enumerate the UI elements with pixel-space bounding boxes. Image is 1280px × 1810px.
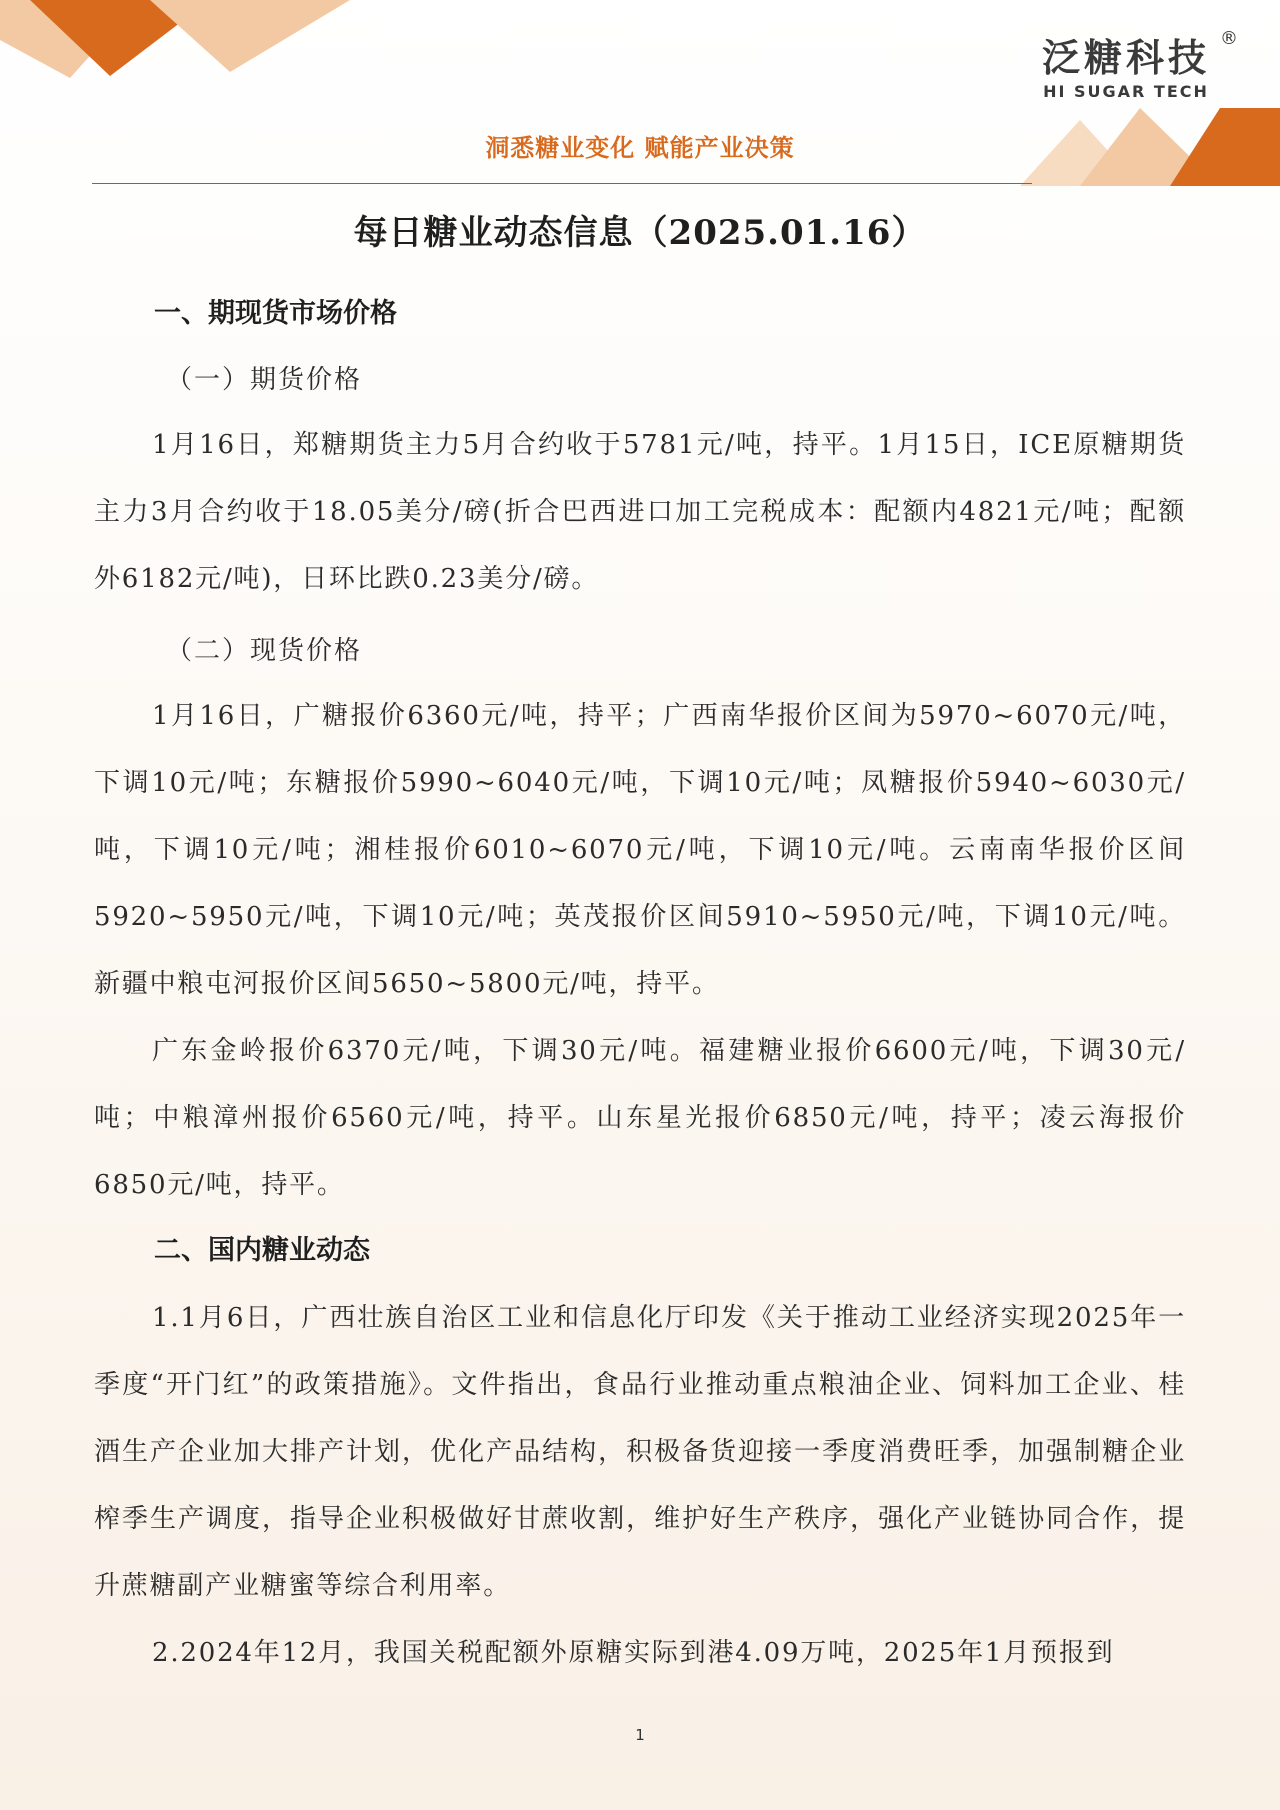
- paragraph-futures: 1月16日，郑糖期货主力5月合约收于5781元/吨，持平。1月15日，ICE原糖期货主力3月合约收于18.05美分/磅(折合巴西进口加工完税成本：配额内4821元/吨；配额外6182元/吨)，日环比跌0.23美分/磅。: [94, 430, 1186, 594]
- paragraph-news-1: 1.1月6日，广西壮族自治区工业和信息化厅印发《关于推动工业经济实现2025年一季度“开门红”的政策措施》。文件指出，食品行业推动重点粮油企业、饲料加工企业、桂酒生产企业加大排产计划，优化产品结构，积极备货迎接一季度消费旺季，加强制糖企业榨季生产调度，指导企业积极做好甘蔗收割，维护好生产秩序，强化产业链协同合作，提升蔗糖副产业糖蜜等综合利用率。: [94, 1303, 1186, 1601]
- page-number: 1: [635, 1726, 645, 1744]
- brand-name-cn: 泛糖科技: [1041, 36, 1210, 80]
- brand-name-en: HI SUGAR TECH: [1043, 82, 1209, 101]
- brand-logo: [1041, 28, 1238, 101]
- paragraph-spot-1: 1月16日，广糖报价6360元/吨，持平；广西南华报价区间为5970~6070元/吨，下调10元/吨；东糖报价5990~6040元/吨，下调10元/吨；凤糖报价5940~6030元/吨，下调10元/吨；湘桂报价6010~6070元/吨，下调10元/吨。云南南华报价区间5920~5950元/吨，下调10元/吨；英茂报价区间5910~5950元/吨，下调10元/吨。新疆中粮屯河报价区间5650~5800元/吨，持平。: [94, 701, 1186, 999]
- registered-mark: ®: [1220, 28, 1238, 49]
- subsection-heading-futures: （一）期货价格: [166, 365, 363, 395]
- subsection-heading-spot: （二）现货价格: [166, 636, 363, 666]
- section-heading-market-prices: 一、期现货市场价格: [154, 298, 397, 329]
- document-body: [94, 205, 1186, 1687]
- corner-decoration-top-left: [0, 0, 360, 90]
- document-title: 每日糖业动态信息（2025.01.16）: [353, 213, 927, 253]
- header-divider: [92, 183, 1032, 184]
- paragraph-spot-2: 广东金岭报价6370元/吨，下调30元/吨。福建糖业报价6600元/吨，下调30元/吨；中粮漳州报价6560元/吨，持平。山东星光报价6850元/吨，持平；凌云海报价6850元/吨，持平。: [94, 1036, 1186, 1200]
- slogan: 洞悉糖业变化 赋能产业决策: [485, 134, 795, 162]
- paragraph-news-2: 2.2024年12月，我国关税配额外原糖实际到港4.09万吨，2025年1月预报到: [152, 1638, 1115, 1668]
- section-heading-domestic-news: 二、国内糖业动态: [154, 1235, 370, 1266]
